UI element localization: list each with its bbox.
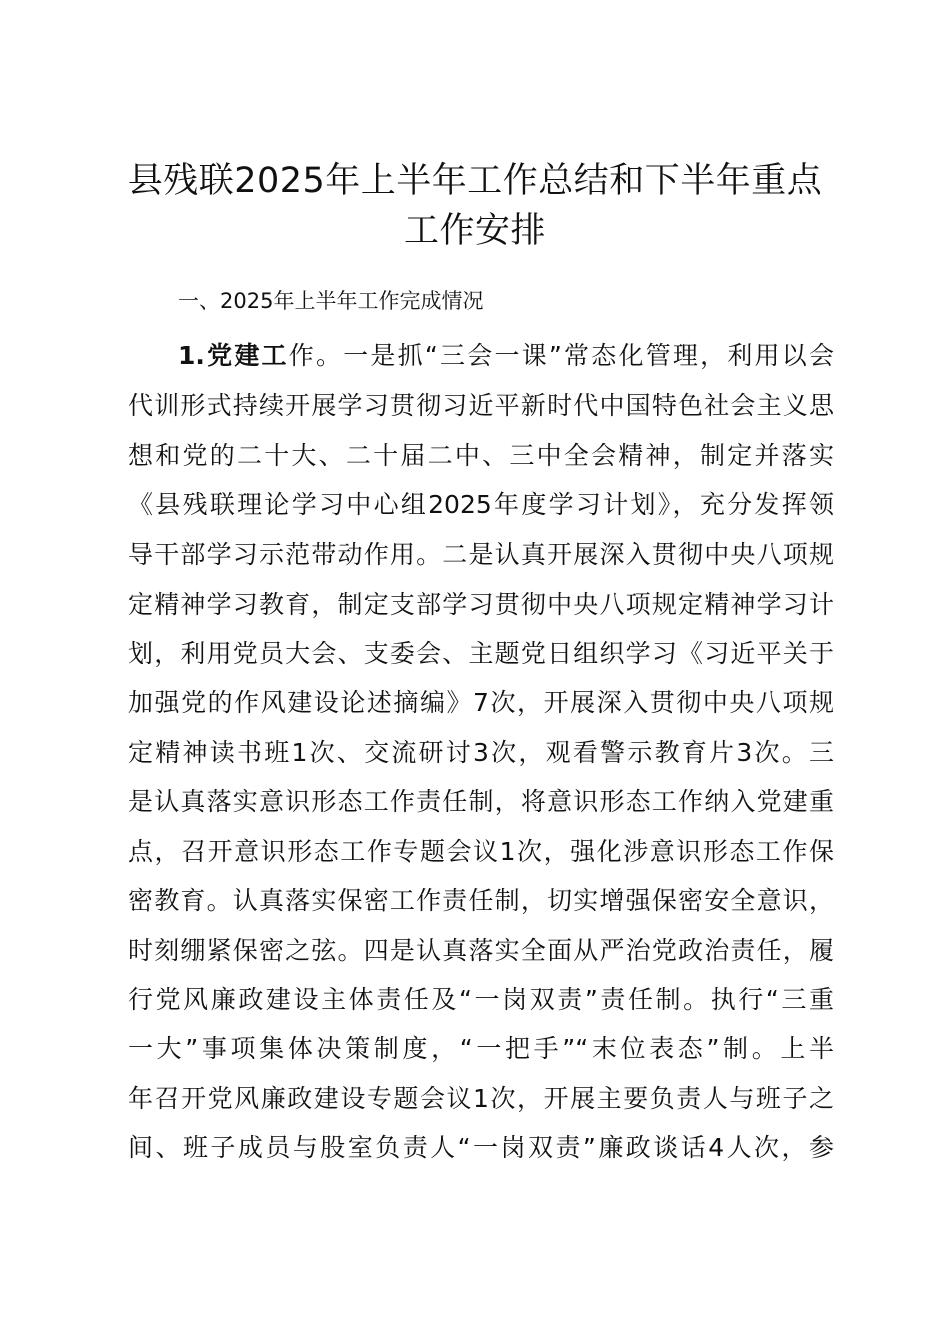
paragraph-line: 加强党的作风建设论述摘编》7次，开展深入贯彻中央八项规 — [128, 688, 834, 717]
paragraph-line: 定精神读书班1次、交流研讨3次，观看警示教育片3次。三 — [128, 738, 834, 767]
paragraph-line: 划，利用党员大会、支委会、主题党日组织学习《习近平关于 — [128, 639, 834, 668]
paragraph-line: 导干部学习示范带动作用。二是认真开展深入贯彻中央八项规 — [128, 540, 834, 569]
document-title-line-2: 工作安排 — [403, 211, 546, 251]
paragraph-line: 是认真落实意识形态工作责任制，将意识形态工作纳入党建重 — [128, 787, 834, 816]
paragraph-lead-rest: 作。一是抓“三会一课”常态化管理，利用以会 — [288, 341, 834, 370]
section-heading: 一、2025年上半年工作完成情况 — [178, 289, 484, 313]
paragraph-line: 《县残联理论学习中心组2025年度学习计划》，充分发挥领 — [128, 490, 834, 519]
paragraph-line: 想和党的二十大、二十届二中、三中全会精神，制定并落实 — [128, 441, 834, 470]
paragraph-line: 密教育。认真落实保密工作责任制，切实增强保密安全意识， — [128, 886, 834, 915]
paragraph-line: 行党风廉政建设主体责任及“一岗双责”责任制。执行“三重 — [128, 985, 834, 1014]
paragraph-line: 定精神学习教育，制定支部学习贯彻中央八项规定精神学习计 — [128, 590, 834, 619]
paragraph-line — [178, 339, 834, 373]
paragraph-line: 点，召开意识形态工作专题会议1次，强化涉意识形态工作保 — [128, 837, 834, 866]
paragraph-line: 年召开党风廉政建设专题会议1次，开展主要负责人与班子之 — [128, 1084, 834, 1113]
paragraph-line: 一大”事项集体决策制度，“一把手”“末位表态”制。上半 — [128, 1034, 834, 1063]
paragraph-line: 代训形式持续开展学习贯彻习近平新时代中国特色社会主义思 — [128, 391, 834, 420]
document-title-line-1: 县残联2025年上半年工作总结和下半年重点 — [127, 161, 823, 201]
paragraph-line: 间、班子成员与股室负责人“一岗双责”廉政谈话4人次，参 — [128, 1133, 834, 1162]
paragraph-line: 时刻绷紧保密之弦。四是认真落实全面从严治党政治责任，履 — [128, 936, 834, 965]
paragraph-lead-bold: 1.党建工 — [178, 341, 289, 370]
